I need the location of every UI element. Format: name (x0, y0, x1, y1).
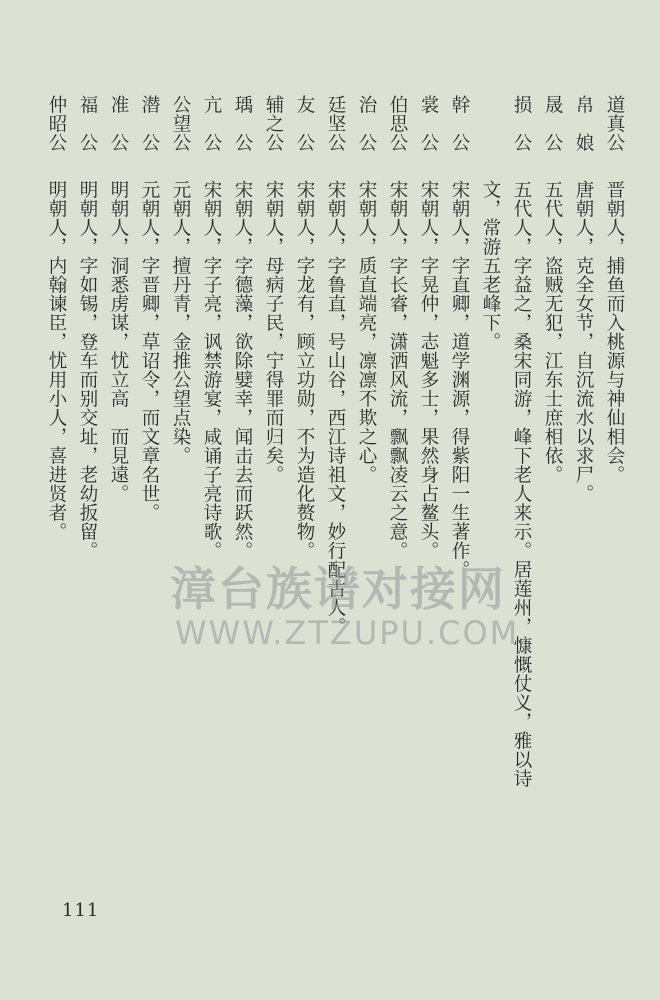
entry-description: 元朝人，字晋卿，草诏令，而文章名世。 (139, 180, 160, 522)
entry-name: 幹 公 (449, 95, 470, 152)
entry-name: 晟 公 (542, 95, 563, 152)
entry-description: 宋朝人，字龙有，顾立功勋，不为造化赘物。 (294, 180, 315, 560)
entry-description: 明朝人，内翰谏臣，忧用小人，喜进贤者。 (46, 180, 67, 541)
entry-description: 宋朝人，字长睿，潇洒风流，飘飘凌云之意。 (387, 180, 408, 560)
entry-name: 亢 公 (201, 95, 222, 152)
entry-description: 晋朝人，捕鱼而入桃源与神仙相会。 (604, 180, 625, 484)
entry-name: 公望公 (170, 95, 191, 152)
entry-description: 宋朝人，字晃仲，志魁多士，果然身占鳌头。 (418, 180, 439, 560)
entry-name: 伯思公 (387, 95, 408, 152)
entry-name: 准 公 (108, 95, 129, 152)
entry-description: 宋朝人，字德藻，欲除嬖幸，闻击去而跃然。 (232, 180, 253, 560)
watermark-title: 漳台族谱对接网 (170, 562, 506, 616)
entry-name: 友 公 (294, 95, 315, 152)
entry-name: 廷坚公 (325, 95, 346, 152)
entry-description-continued: 文，常游五老峰下。 (480, 180, 501, 351)
page-number: 111 (62, 900, 100, 921)
entry-name: 福 公 (77, 95, 98, 152)
entry-description: 宋朝人，字子亮，讽禁游宴，咸诵子亮诗歌。 (201, 180, 222, 560)
entry-description: 元朝人，擅丹青，金推公望点染。 (170, 180, 191, 465)
entry-description: 宋朝人，质直端亮，凛凛不欺之心。 (356, 180, 377, 484)
entry-name: 道真公 (604, 95, 625, 152)
entry-description: 宋朝人，字鲁直，号山谷，西江诗祖文，妙行配古人。 (325, 180, 346, 636)
entry-name: 瑀 公 (232, 95, 253, 152)
entry-description: 明朝人，洞悉虏谋，忧立高 而見遠。 (108, 180, 129, 503)
watermark-url: WWW.ZTZUPU.COM (175, 614, 520, 652)
entry-name: 裳 公 (418, 95, 439, 152)
entry-name: 仲昭公 (46, 95, 67, 152)
entry-description: 五代人，字益之，桑宋同游，峰下老人来示。居莲州，慷慨仗义，雅以诗 (511, 180, 532, 788)
entry-name: 损 公 (511, 95, 532, 152)
entry-name: 帛 娘 (573, 95, 594, 152)
entry-description: 五代人，盗贼无犯，江东士庶相依。 (542, 180, 563, 484)
entry-name: 潜 公 (139, 95, 160, 152)
entry-description: 唐朝人，克全女节，自沉流水以求尸。 (573, 180, 594, 503)
entry-description: 宋朝人，母病子民，宁得罪而归矣。 (263, 180, 284, 484)
entry-name: 治 公 (356, 95, 377, 152)
entry-description: 宋朝人，字直卿，道学渊源，得紫阳一生著作。 (449, 180, 470, 579)
entry-name: 辅之公 (263, 95, 284, 152)
entry-description: 明朝人，字如锡，登车而别交址，老幼扳留。 (77, 180, 98, 560)
